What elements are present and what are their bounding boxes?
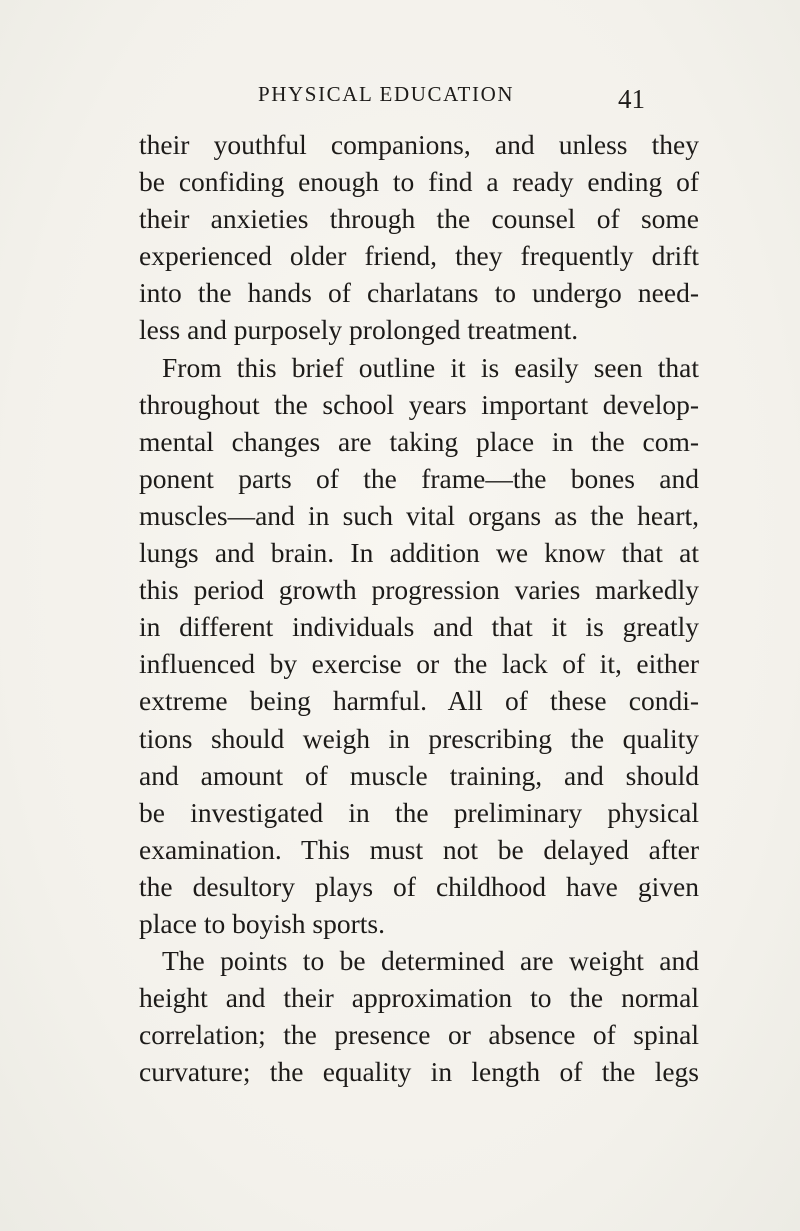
text-line: throughout the school years important develop- (139, 388, 699, 420)
text-line: mental changes are taking place in the com- (139, 425, 699, 457)
text-line: ponent parts of the frame—the bones and (139, 462, 699, 494)
text-line: influenced by exercise or the lack of it, either (139, 648, 699, 680)
text-line: their anxieties through the counsel of some (139, 203, 699, 235)
page-number: 41 (618, 84, 645, 114)
text-line: their youthful companions, and unless they (139, 129, 699, 160)
text-line: in different individuals and that it is greatly (139, 611, 699, 643)
text-line: less and purposely prolonged treatment. (139, 314, 579, 346)
paragraph-start-line: The points to be determined are weight and (162, 945, 699, 977)
text-line: this period growth progression varies markedly (139, 574, 699, 606)
text-line: be investigated in the preliminary physical (139, 796, 699, 828)
text-line: correlation; the presence or absence of spinal (139, 1019, 699, 1051)
text-line: experienced older friend, they frequently drift (139, 240, 699, 272)
text-line: lungs and brain. In addition we know that at (139, 537, 699, 569)
body-text (139, 126, 699, 1090)
page-header (0, 82, 800, 122)
text-line: the desultory plays of childhood have given (139, 870, 699, 902)
running-title: PHYSICAL EDUCATION (258, 82, 515, 106)
text-line: curvature; the equality in length of the legs (139, 1056, 699, 1088)
text-line: tions should weigh in prescribing the quality (139, 722, 699, 754)
text-line: examination. This must not be delayed after (139, 833, 699, 865)
paragraph-start-line: From this brief outline it is easily seen that (162, 351, 699, 383)
text-line: into the hands of charlatans to undergo need- (139, 277, 699, 309)
text-line: height and their approximation to the normal (139, 982, 699, 1014)
text-line: place to boyish sports. (139, 907, 385, 939)
text-line: extreme being harmful. All of these condi- (139, 685, 699, 717)
text-line: muscles—and in such vital organs as the heart, (139, 499, 699, 531)
text-line: and amount of muscle training, and should (139, 759, 699, 791)
text-line: be confiding enough to find a ready ending of (139, 166, 699, 198)
